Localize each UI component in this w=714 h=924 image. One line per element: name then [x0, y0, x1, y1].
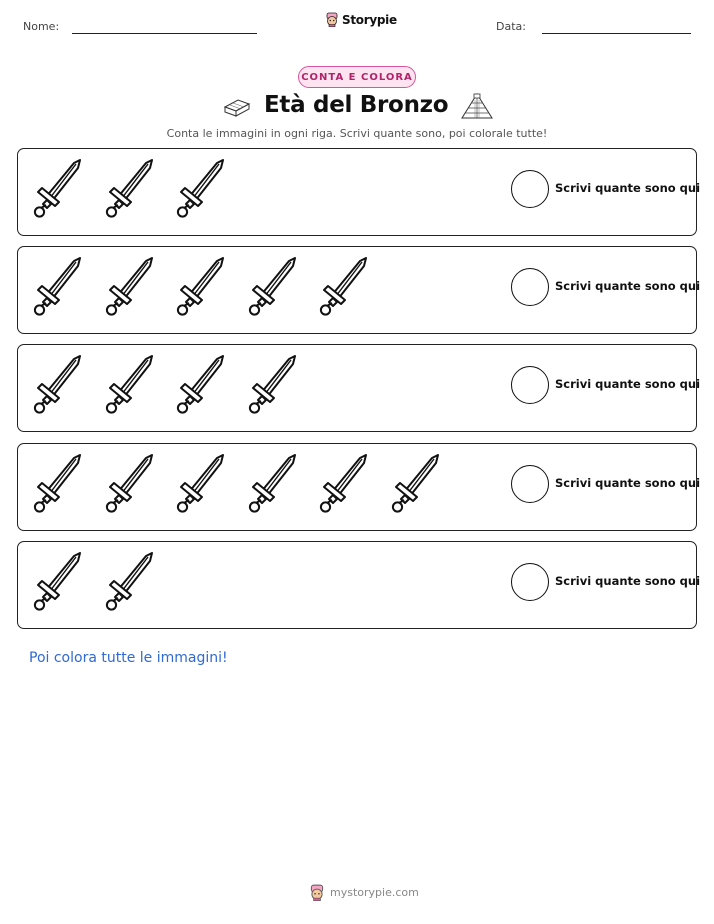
sword-icon[interactable] — [173, 256, 229, 320]
sword-icon[interactable] — [316, 453, 372, 517]
answer-label: Scrivi quante sono qui — [555, 181, 701, 195]
count-row — [17, 148, 701, 236]
sword-icon[interactable] — [388, 453, 444, 517]
answer-circle[interactable] — [511, 563, 549, 601]
name-line[interactable] — [72, 33, 257, 34]
sword-icon[interactable] — [245, 453, 301, 517]
sword-icon[interactable] — [173, 354, 229, 418]
sword-icon[interactable] — [316, 256, 372, 320]
sword-icon[interactable] — [30, 551, 86, 615]
footer-instruction: Poi colora tutte le immagini! — [29, 650, 228, 666]
sword-icon[interactable] — [102, 551, 158, 615]
answer-label: Scrivi quante sono qui — [555, 476, 701, 490]
date-label: Data: — [496, 20, 526, 33]
sword-icon[interactable] — [173, 453, 229, 517]
date-line[interactable] — [542, 33, 691, 34]
answer-label: Scrivi quante sono qui — [555, 279, 701, 293]
brand-name: Storypie — [342, 12, 397, 27]
count-row — [17, 344, 701, 432]
sword-icon[interactable] — [245, 354, 301, 418]
count-row — [17, 246, 701, 334]
sword-icon[interactable] — [30, 453, 86, 517]
answer-circle[interactable] — [511, 170, 549, 208]
count-row — [17, 443, 701, 531]
answer-circle[interactable] — [511, 465, 549, 503]
sword-icon[interactable] — [102, 158, 158, 222]
sword-icon[interactable] — [30, 158, 86, 222]
site-url: mystorypie.com — [330, 886, 419, 899]
sword-icon[interactable] — [245, 256, 301, 320]
instructions: Conta le immagini in ogni riga. Scrivi quante sono, poi colorale tutte! — [166, 127, 548, 140]
answer-label: Scrivi quante sono qui — [555, 377, 701, 391]
count-row — [17, 541, 701, 629]
answer-circle[interactable] — [511, 366, 549, 404]
mascot-icon — [309, 884, 325, 901]
mascot-icon — [325, 12, 339, 27]
sword-icon[interactable] — [173, 158, 229, 222]
page-title: Età del Bronzo — [264, 92, 449, 118]
brand-logo — [325, 12, 397, 27]
sword-icon[interactable] — [102, 354, 158, 418]
pyramid-icon — [460, 92, 494, 120]
site-footer — [309, 884, 419, 901]
sword-icon[interactable] — [102, 256, 158, 320]
sword-icon[interactable] — [30, 354, 86, 418]
answer-circle[interactable] — [511, 268, 549, 306]
sword-icon[interactable] — [30, 256, 86, 320]
name-label: Nome: — [23, 20, 60, 33]
activity-badge: CONTA E COLORA — [298, 66, 416, 88]
sword-icon[interactable] — [102, 453, 158, 517]
answer-label: Scrivi quante sono qui — [555, 574, 701, 588]
brick-icon — [222, 96, 252, 118]
